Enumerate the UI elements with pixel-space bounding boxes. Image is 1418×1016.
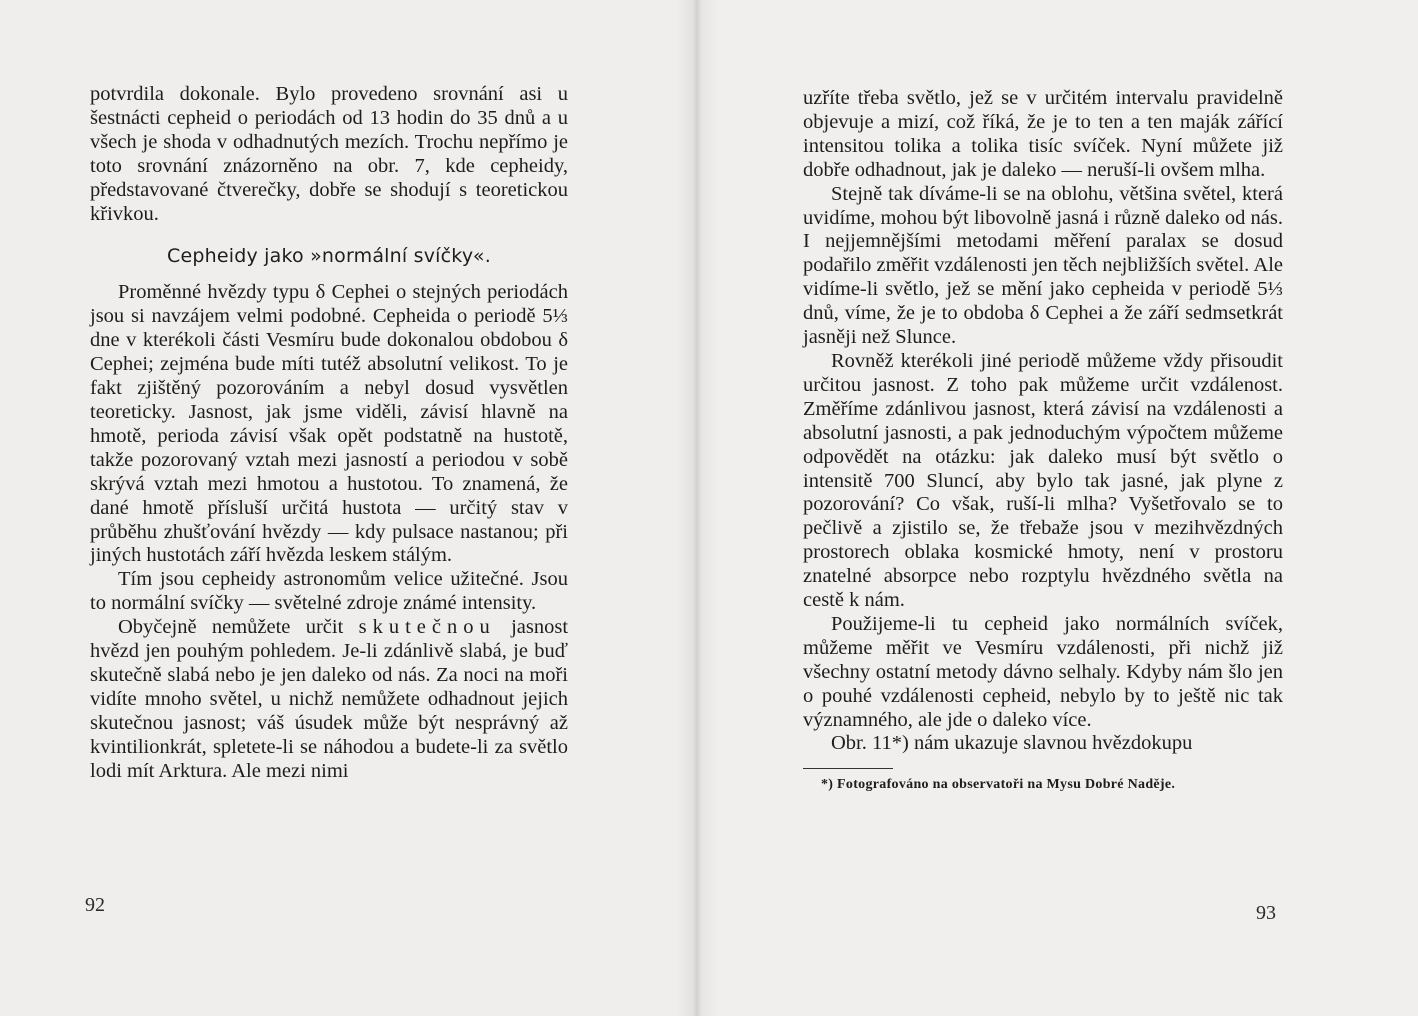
left-page (0, 0, 697, 1016)
right-paragraph-1: uzříte třeba světlo, jež se v určitém intervalu pravidelně objevuje a mizí, což říká, že je to ten a ten maják zářící intensitou tolika a tolika tisíc svíček. Nyní můžete již dobře odhadnout, jak je daleko — neruší-li ovšem mlha. (803, 87, 1283, 181)
left-paragraph-3: Tím jsou cepheidy astronomům velice užitečné. Jsou to normální svíčky — světelné zdroje známé intensity. (90, 568, 568, 615)
right-paragraph-2: Stejně tak díváme-li se na oblohu, většina světel, která uvidíme, mohou být libovolně jasná i různě daleko od nás. I nejjemnějšími metodami měření paralax se dosud podařilo změřit vzdálenosti jen těch nejbližších světel. Ale vidíme-li světlo, jež se mění jako cepheida v periodě 5⅓ dnů, víme, že je to obdoba δ Cephei a že září sedmsetkrát jasněji než Slunce. (803, 182, 1283, 349)
left-text-column (90, 83, 568, 783)
left-page-number: 92 (85, 894, 105, 916)
left-paragraph-2: Proměnné hvězdy typu δ Cephei o stejných periodách jsou si navzájem velmi podobné. Cepheida o periodě 5⅓ dne v kterékoli části Vesmíru bude dokonalou obdobou δ Cephei; zejména bude míti tutéž absolutní velikost. To je fakt zjištěný pozorováním a nebyl dosud vysvětlen teoreticky. Jasnost, jak jsme viděli, závisí hlavně na hmotě, perioda závisí však opět podstatně na hustotě, takže pozorovaný vztah mezi jasností a periodou v sobě skrývá vztah mezi hmotou a hustotou. To znamená, že dané hmotě přísluší určitá hustota — určitý stav v průběhu zhušťování hvězdy — kdy pulsace nastanou; při jiných hustotách září hvězda leskem stálým. (90, 281, 568, 567)
paragraph-4-rest: jasnost hvězd jen pouhým pohledem. Je-li zdánlivě slabá, je buď skutečně slabá nebo je jen daleko od nás. Za noci na moři vidíte mnoho světel, u nichž nemůžete odhadnout jejich skutečnou jasnost; váš úsudek může být nesprávný až kvintilionkrát, spletete-li se náhodou a budete-li za světlo lodi mít Arktura. Ale mezi nimi (90, 616, 569, 782)
right-paragraph-3: Rovněž kterékoli jiné periodě můžeme vždy přisoudit určitou jasnost. Z toho pak můžeme určit vzdálenost. Změříme zdánlivou jasnost, která závisí na vzdálenosti a absolutní jasnosti, a pak jednoduchým výpočtem můžeme odpovědět na otázku: jak daleko musí být světlo o intensitě 700 Sluncí, aby bylo tak jasné, jak plyne z pozorování? Co však, ruší-li mlha? Vyšetřovalo se to pečlivě a zjistilo se, že třebaže jsou v mezihvězdných prostorech oblaka kosmické hmoty, není v prostoru znatelné absorpce nebo rozptylu hvězdného světla na cestě k nám. (803, 349, 1283, 612)
right-paragraph-5: Obr. 11*) nám ukazuje slavnou hvězdokupu (831, 732, 1193, 755)
section-heading: Cepheidy jako »normální svíčky«. (166, 245, 491, 268)
footnote-divider (803, 768, 893, 769)
right-text-column (803, 87, 1283, 794)
right-page-number: 93 (1256, 902, 1276, 924)
left-paragraph-4 (90, 616, 568, 783)
paragraph-4-start: Obyčejně nemůžete určit (118, 616, 344, 639)
emphasized-word: skutečnou (358, 616, 496, 639)
book-gutter-shadow (676, 0, 718, 1016)
left-paragraph-1: potvrdila dokonale. Bylo provedeno srovnání asi u šestnácti cepheid o periodách od 13 hodin do 35 dnů a u všech je shoda v odhadnutých mezích. Trochu nepřímo je toto srovnání znázorněno na obr. 7, kde cepheidy, představované čtverečky, dobře se shodují s teoretickou křivkou. (90, 83, 568, 225)
right-paragraph-4: Použijeme-li tu cepheid jako normálních svíček, můžeme měřit ve Vesmíru vzdálenosti, při nichž již všechny ostatní metody dávno selhaly. Kdyby nám šlo jen o pouhé vzdálenosti cepheid, nebylo by to ještě nic tak významného, ale jde o daleko více. (803, 612, 1283, 731)
footnote: *) Fotografováno na observatoři na Mysu Dobré Naděje. (821, 777, 1176, 793)
